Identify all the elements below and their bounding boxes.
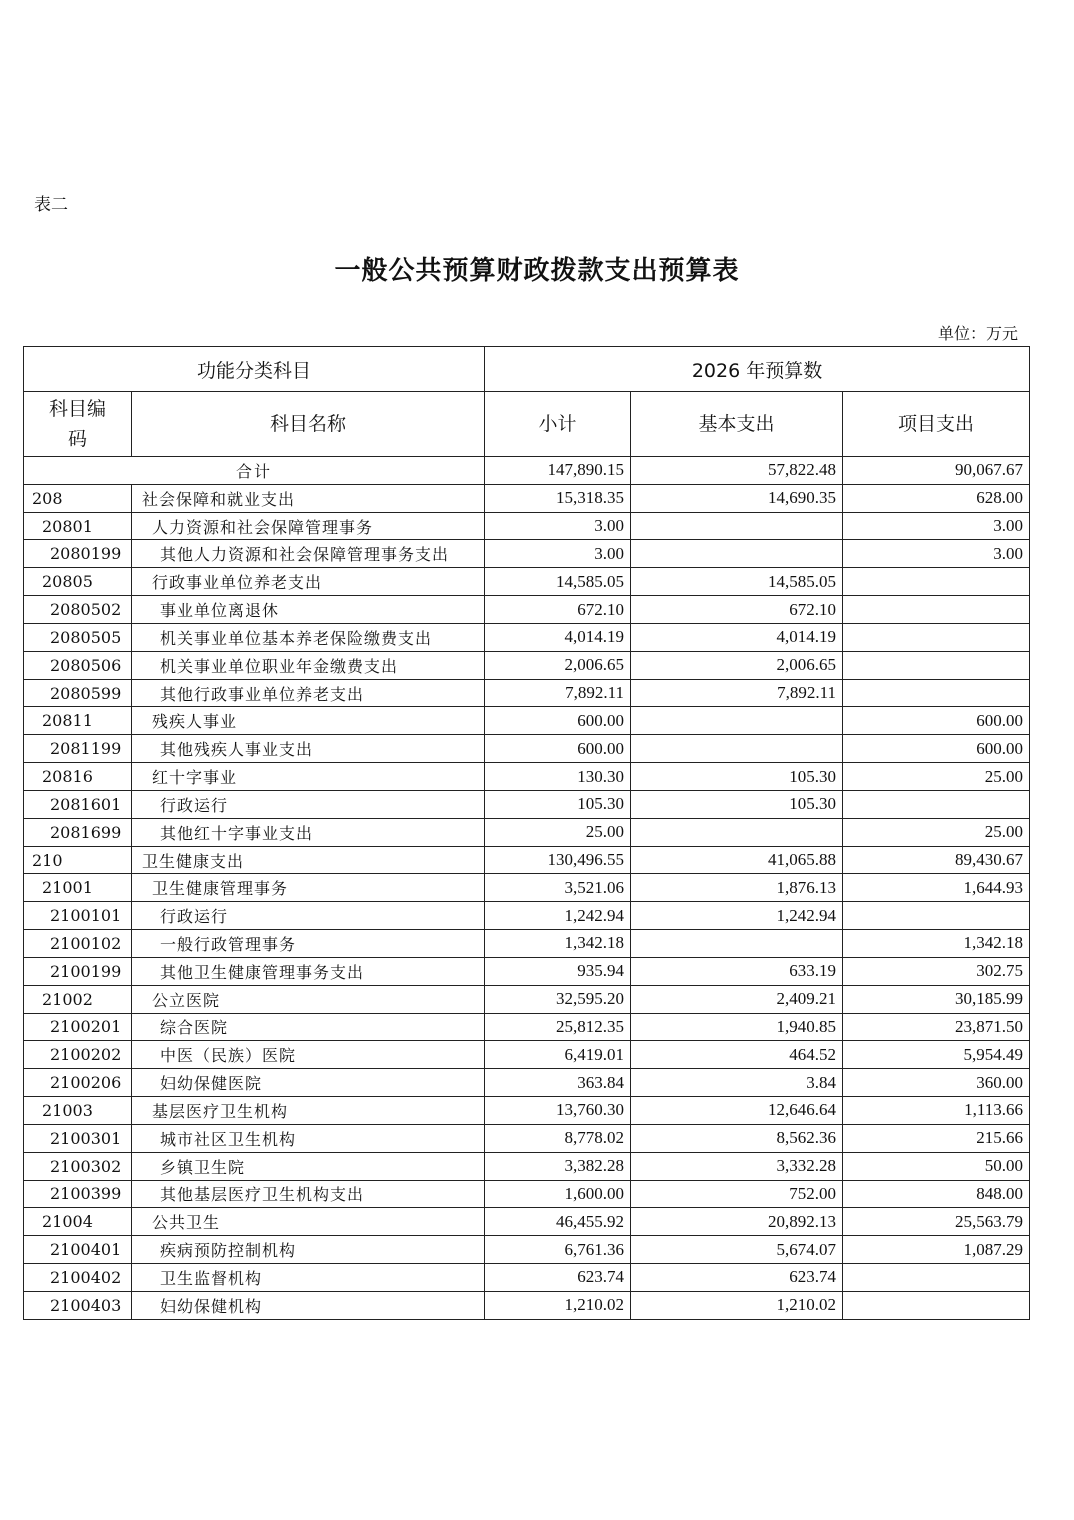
row-code: 2100199: [24, 957, 132, 985]
row-name: 卫生监督机构: [132, 1264, 485, 1292]
row-name: 其他卫生健康管理事务支出: [132, 957, 485, 985]
row-project: 1,644.93: [843, 874, 1030, 902]
total-label: 合计: [24, 457, 485, 485]
table-row: [24, 540, 1030, 568]
row-basic: 14,585.05: [631, 568, 843, 596]
row-code: 20805: [24, 568, 132, 596]
row-project: 25.00: [843, 818, 1030, 846]
row-code: 2100402: [24, 1264, 132, 1292]
row-basic: 1,876.13: [631, 874, 843, 902]
table-row: [24, 957, 1030, 985]
row-name: 行政事业单位养老支出: [132, 568, 485, 596]
row-project: 5,954.49: [843, 1041, 1030, 1069]
row-code: 2080502: [24, 596, 132, 624]
row-project: 1,342.18: [843, 930, 1030, 958]
row-subtotal: 25,812.35: [485, 1013, 631, 1041]
row-code: 21001: [24, 874, 132, 902]
table-row: [24, 874, 1030, 902]
row-basic: 4,014.19: [631, 623, 843, 651]
row-subtotal: 8,778.02: [485, 1124, 631, 1152]
row-basic: 2,006.65: [631, 651, 843, 679]
row-basic: 12,646.64: [631, 1097, 843, 1125]
row-name: 乡镇卫生院: [132, 1152, 485, 1180]
table-row: [24, 568, 1030, 596]
row-name: 城市社区卫生机构: [132, 1124, 485, 1152]
table-row: [24, 512, 1030, 540]
row-project: [843, 679, 1030, 707]
row-name: 卫生健康支出: [132, 846, 485, 874]
row-project: [843, 568, 1030, 596]
budget-table: [23, 346, 1030, 1320]
row-code: 21002: [24, 985, 132, 1013]
row-subtotal: 3.00: [485, 540, 631, 568]
row-basic: 623.74: [631, 1264, 843, 1292]
row-subtotal: 672.10: [485, 596, 631, 624]
row-name: 事业单位离退休: [132, 596, 485, 624]
table-row: [24, 763, 1030, 791]
row-name: 基层医疗卫生机构: [132, 1097, 485, 1125]
row-name: 一般行政管理事务: [132, 930, 485, 958]
row-basic: 20,892.13: [631, 1208, 843, 1236]
row-code: 2080506: [24, 651, 132, 679]
row-code: 21004: [24, 1208, 132, 1236]
row-project: 1,113.66: [843, 1097, 1030, 1125]
row-basic: [631, 540, 843, 568]
row-code: 2081199: [24, 735, 132, 763]
row-subtotal: 1,600.00: [485, 1180, 631, 1208]
row-basic: 41,065.88: [631, 846, 843, 874]
header-column-row: [24, 392, 1030, 457]
row-subtotal: 4,014.19: [485, 623, 631, 651]
row-project: 23,871.50: [843, 1013, 1030, 1041]
row-name: 行政运行: [132, 902, 485, 930]
row-project: [843, 596, 1030, 624]
row-name: 中医（民族）医院: [132, 1041, 485, 1069]
row-subtotal: 46,455.92: [485, 1208, 631, 1236]
row-project: 215.66: [843, 1124, 1030, 1152]
row-name: 行政运行: [132, 790, 485, 818]
row-name: 社会保障和就业支出: [132, 484, 485, 512]
row-name: 机关事业单位职业年金缴费支出: [132, 651, 485, 679]
row-code: 20816: [24, 763, 132, 791]
row-basic: [631, 818, 843, 846]
row-code: 2100101: [24, 902, 132, 930]
row-subtotal: 935.94: [485, 957, 631, 985]
row-subtotal: 600.00: [485, 735, 631, 763]
table-row: [24, 651, 1030, 679]
row-subtotal: 1,242.94: [485, 902, 631, 930]
row-code: 2100201: [24, 1013, 132, 1041]
row-code: 2100102: [24, 930, 132, 958]
row-subtotal: 25.00: [485, 818, 631, 846]
row-project: 25,563.79: [843, 1208, 1030, 1236]
table-row: [24, 1152, 1030, 1180]
row-name: 综合医院: [132, 1013, 485, 1041]
row-project: 1,087.29: [843, 1236, 1030, 1264]
row-subtotal: 1,210.02: [485, 1291, 631, 1319]
row-subtotal: 32,595.20: [485, 985, 631, 1013]
row-basic: 7,892.11: [631, 679, 843, 707]
row-name: 其他人力资源和社会保障管理事务支出: [132, 540, 485, 568]
row-name: 妇幼保健医院: [132, 1069, 485, 1097]
row-code: 2081601: [24, 790, 132, 818]
row-basic: 1,940.85: [631, 1013, 843, 1041]
table-row: [24, 679, 1030, 707]
row-name: 其他红十字事业支出: [132, 818, 485, 846]
row-name: 其他行政事业单位养老支出: [132, 679, 485, 707]
row-project: 360.00: [843, 1069, 1030, 1097]
row-project: 30,185.99: [843, 985, 1030, 1013]
row-project: 25.00: [843, 763, 1030, 791]
row-subtotal: 1,342.18: [485, 930, 631, 958]
total-project: 90,067.67: [843, 457, 1030, 485]
row-project: 600.00: [843, 735, 1030, 763]
table-row: [24, 1291, 1030, 1319]
row-code: 20801: [24, 512, 132, 540]
row-basic: 1,210.02: [631, 1291, 843, 1319]
row-code: 2081699: [24, 818, 132, 846]
row-subtotal: 105.30: [485, 790, 631, 818]
row-basic: 5,674.07: [631, 1236, 843, 1264]
row-code: 2080199: [24, 540, 132, 568]
row-subtotal: 15,318.35: [485, 484, 631, 512]
table-number-label: 表二: [34, 195, 68, 215]
row-basic: 1,242.94: [631, 902, 843, 930]
row-code: 2100202: [24, 1041, 132, 1069]
row-project: 600.00: [843, 707, 1030, 735]
row-code: 21003: [24, 1097, 132, 1125]
row-basic: [631, 930, 843, 958]
row-name: 妇幼保健机构: [132, 1291, 485, 1319]
row-subtotal: 3.00: [485, 512, 631, 540]
row-basic: 14,690.35: [631, 484, 843, 512]
row-basic: [631, 735, 843, 763]
row-code: 210: [24, 846, 132, 874]
row-name: 公共卫生: [132, 1208, 485, 1236]
row-project: 302.75: [843, 957, 1030, 985]
table-row: [24, 707, 1030, 735]
row-project: [843, 1264, 1030, 1292]
table-row: [24, 623, 1030, 651]
total-basic: 57,822.48: [631, 457, 843, 485]
total-subtotal: 147,890.15: [485, 457, 631, 485]
row-project: 628.00: [843, 484, 1030, 512]
row-code: 2100399: [24, 1180, 132, 1208]
row-project: 3.00: [843, 540, 1030, 568]
row-code: 2080505: [24, 623, 132, 651]
row-name: 残疾人事业: [132, 707, 485, 735]
row-code: 20811: [24, 707, 132, 735]
row-code: 2100403: [24, 1291, 132, 1319]
row-name: 机关事业单位基本养老保险缴费支出: [132, 623, 485, 651]
unit-label: 单位：万元: [937, 324, 1018, 343]
row-name: 人力资源和社会保障管理事务: [132, 512, 485, 540]
table-row: [24, 1013, 1030, 1041]
table-row: [24, 902, 1030, 930]
table-row: [24, 484, 1030, 512]
table-row: [24, 818, 1030, 846]
row-basic: [631, 707, 843, 735]
row-project: [843, 651, 1030, 679]
row-name: 公立医院: [132, 985, 485, 1013]
row-subtotal: 3,521.06: [485, 874, 631, 902]
table-row: [24, 1208, 1030, 1236]
row-project: 848.00: [843, 1180, 1030, 1208]
table-row: [24, 1264, 1030, 1292]
row-basic: [631, 512, 843, 540]
table-row: [24, 930, 1030, 958]
row-project: 3.00: [843, 512, 1030, 540]
header-basic: 基本支出: [631, 392, 843, 457]
header-code: 科目编码: [24, 392, 132, 457]
header-project: 项目支出: [843, 392, 1030, 457]
row-basic: 633.19: [631, 957, 843, 985]
row-basic: 464.52: [631, 1041, 843, 1069]
row-subtotal: 130.30: [485, 763, 631, 791]
row-name: 其他残疾人事业支出: [132, 735, 485, 763]
header-subtotal: 小计: [485, 392, 631, 457]
row-code: 208: [24, 484, 132, 512]
header-budget-2026: 2026 年预算数: [485, 347, 1030, 392]
row-subtotal: 14,585.05: [485, 568, 631, 596]
row-subtotal: 130,496.55: [485, 846, 631, 874]
row-subtotal: 6,761.36: [485, 1236, 631, 1264]
table-row: [24, 1236, 1030, 1264]
table-row: [24, 735, 1030, 763]
row-subtotal: 363.84: [485, 1069, 631, 1097]
row-code: 2100401: [24, 1236, 132, 1264]
row-subtotal: 2,006.65: [485, 651, 631, 679]
row-subtotal: 7,892.11: [485, 679, 631, 707]
table-row: [24, 1180, 1030, 1208]
table-row: [24, 985, 1030, 1013]
table-row: [24, 846, 1030, 874]
row-basic: 105.30: [631, 763, 843, 791]
header-functional-category: 功能分类科目: [24, 347, 485, 392]
row-code: 2080599: [24, 679, 132, 707]
row-basic: 105.30: [631, 790, 843, 818]
row-basic: 8,562.36: [631, 1124, 843, 1152]
table-row: [24, 1097, 1030, 1125]
row-basic: 3.84: [631, 1069, 843, 1097]
row-code: 2100206: [24, 1069, 132, 1097]
row-name: 其他基层医疗卫生机构支出: [132, 1180, 485, 1208]
table-row: [24, 1124, 1030, 1152]
header-name: 科目名称: [132, 392, 485, 457]
table-row: [24, 1069, 1030, 1097]
row-code: 2100302: [24, 1152, 132, 1180]
row-name: 疾病预防控制机构: [132, 1236, 485, 1264]
row-subtotal: 3,382.28: [485, 1152, 631, 1180]
row-code: 2100301: [24, 1124, 132, 1152]
row-subtotal: 600.00: [485, 707, 631, 735]
row-name: 红十字事业: [132, 763, 485, 791]
row-subtotal: 6,419.01: [485, 1041, 631, 1069]
row-subtotal: 13,760.30: [485, 1097, 631, 1125]
row-project: 89,430.67: [843, 846, 1030, 874]
row-basic: 3,332.28: [631, 1152, 843, 1180]
row-basic: 672.10: [631, 596, 843, 624]
row-name: 卫生健康管理事务: [132, 874, 485, 902]
total-row: [24, 457, 1030, 485]
row-subtotal: 623.74: [485, 1264, 631, 1292]
row-project: [843, 1291, 1030, 1319]
header-group-row: [24, 347, 1030, 392]
table-row: [24, 596, 1030, 624]
row-project: [843, 902, 1030, 930]
row-project: 50.00: [843, 1152, 1030, 1180]
row-basic: 2,409.21: [631, 985, 843, 1013]
row-basic: 752.00: [631, 1180, 843, 1208]
table-row: [24, 1041, 1030, 1069]
row-project: [843, 623, 1030, 651]
row-project: [843, 790, 1030, 818]
document-title: 一般公共预算财政拨款支出预算表: [334, 256, 740, 286]
table-row: [24, 790, 1030, 818]
